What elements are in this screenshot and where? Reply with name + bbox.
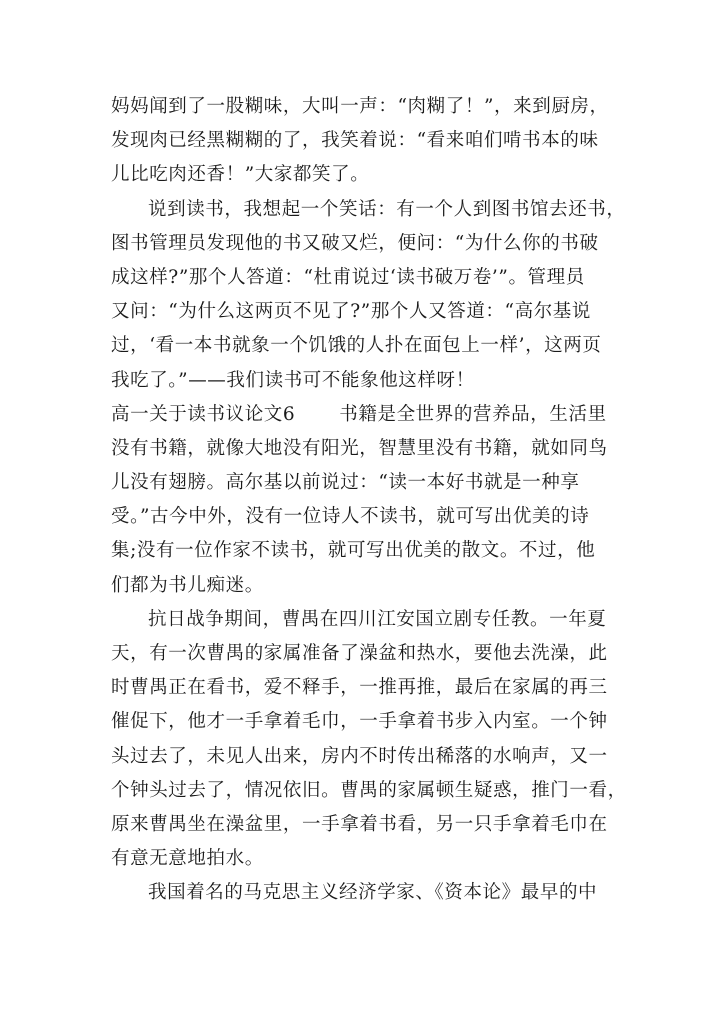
text-line: 头过去了，未见人出来，房内不时传出稀落的水响声，又一 <box>111 745 608 767</box>
text-line: 个钟头过去了，情况依旧。曹禺的家属顿生疑惑，推门一看， <box>111 779 627 801</box>
text-line-segment: 书籍是全世界的营养品，生活里 <box>339 403 607 425</box>
text-line: 时曹禺正在看书，爱不释手，一推再推，最后在家属的再三 <box>111 677 608 699</box>
text-line: 成这样?”那个人答道：“杜甫说过‘读书破万卷’”。管理员 <box>111 266 585 288</box>
text-line: 抗日战争期间，曹禺在四川江安国立剧专任教。一年夏 <box>148 608 607 630</box>
text-line: 天，有一次曹禺的家属准备了澡盆和热水，要他去洗澡，此 <box>111 643 608 664</box>
text-line: 说到读书，我想起一个笑话：有一个人到图书馆去还书， <box>148 198 626 220</box>
text-line: 我吃了。”——我们读书可不能象他这样呀！ <box>111 369 475 391</box>
text-line: 们都为书儿痴迷。 <box>111 574 264 596</box>
text-line: 原来曹禺坐在澡盆里，一手拿着书看，另一只手拿着毛巾在 <box>111 813 608 835</box>
text-line: 集;没有一位作家不读书，就可写出优美的散文。不过，他 <box>111 540 596 562</box>
text-line: 妈妈闻到了一股糊味，大叫一声：“肉糊了！”，来到厨房， <box>111 96 609 117</box>
text-line: 过，‘看一本书就象一个饥饿的人扑在面包上一样’，这两页 <box>111 335 602 357</box>
text-line: 我国着名的马克思主义经济学家、《资本论》最早的中 <box>148 882 598 904</box>
body-text <box>111 90 627 911</box>
text-line: 儿没有翅膀。高尔基以前说过：“读一本好书就是一种享 <box>111 472 580 494</box>
text-line: 图书管理员发现他的书又破又烂，便问：“为什么你的书破 <box>111 232 599 254</box>
text-line: 受。”古今中外，没有一位诗人不读书，就可写出优美的诗 <box>111 506 590 528</box>
text-line: 没有书籍，就像大地没有阳光，智慧里没有书籍，就如同鸟 <box>111 437 608 459</box>
heading-line <box>111 398 615 432</box>
text-line: 又问：“为什么这两页不见了?”那个人又答道：“高尔基说 <box>111 301 591 323</box>
text-line: 儿比吃肉还香！”大家都笑了。 <box>111 164 370 186</box>
text-line: 有意无意地拍水。 <box>111 848 264 870</box>
text-line: 催促下，他才一手拿着毛巾，一手拿着书步入内室。一个钟 <box>111 711 608 733</box>
text-line: 发现肉已经黑糊糊的了，我笑着说：“看来咱们啃书本的味 <box>111 130 599 152</box>
section-heading: 高一关于读书议论文6 <box>111 403 296 425</box>
